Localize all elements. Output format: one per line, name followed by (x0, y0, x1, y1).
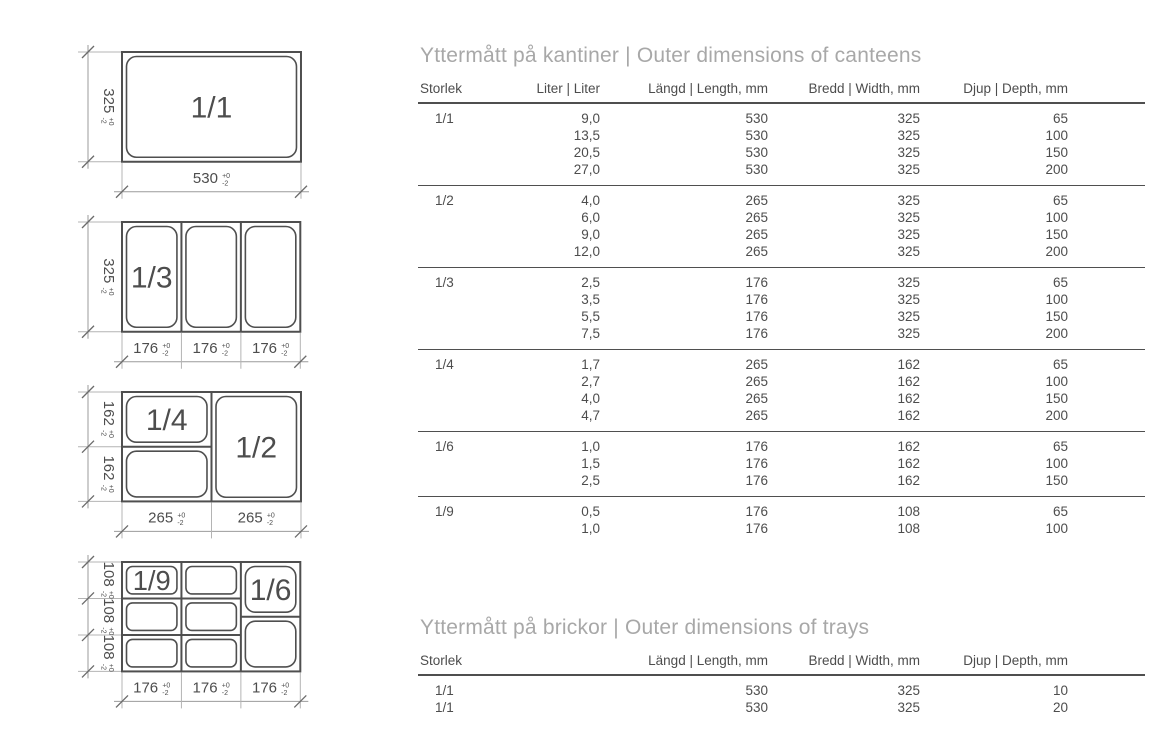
row-spacer (1068, 350, 1145, 374)
size-group-1-9 (418, 497, 1145, 545)
cell-width: 325 (897, 193, 920, 208)
compartment (127, 451, 207, 497)
table-row (418, 472, 1145, 497)
table-row (418, 325, 1145, 350)
cell-width: 162 (897, 408, 920, 423)
row-spacer (1068, 144, 1145, 161)
cell-width: 325 (897, 700, 920, 715)
cell-size (418, 209, 510, 226)
cell-liter: 3,5 (581, 292, 600, 307)
row-spacer (1068, 103, 1145, 127)
dimension-label: 176 $^{+0}$ -2 (133, 679, 171, 697)
dimension-label: 265 $^{+0}$ -2 (148, 509, 186, 527)
cell-width: 325 (897, 111, 920, 126)
header-spacer (1068, 653, 1145, 675)
row-spacer (1068, 243, 1145, 268)
cell-depth: 100 (1045, 521, 1068, 536)
dimension-label: 108 $^{+0}$-2 (99, 561, 117, 599)
cell-length: 530 (745, 145, 768, 160)
cell-depth: 65 (1052, 275, 1068, 290)
table-row (418, 699, 1145, 723)
compartment (186, 639, 236, 666)
row-spacer (1068, 325, 1145, 350)
cell-liter: 12,0 (573, 244, 600, 259)
diagram-gn-1-9-1-6 (56, 550, 315, 725)
cell-size (418, 472, 510, 497)
cell-width: 162 (897, 439, 920, 454)
cell-depth: 200 (1045, 326, 1068, 341)
cell-length: 176 (745, 326, 768, 341)
cell-width: 325 (897, 275, 920, 290)
compartment (186, 567, 236, 594)
cell-length: 176 (745, 275, 768, 290)
compartment-label-1-1: 1/1 (190, 91, 233, 125)
cell-size (418, 455, 510, 472)
cell-liter: 5,5 (581, 309, 600, 324)
size-group-1-3 (418, 268, 1145, 350)
compartment (127, 639, 177, 666)
layout-1-3 (56, 210, 315, 380)
cell-depth: 150 (1045, 309, 1068, 324)
size-group-1-1 (418, 103, 1145, 186)
cell-liter: 1,5 (581, 456, 600, 471)
row-spacer (1068, 432, 1145, 456)
row-spacer (1068, 472, 1145, 497)
row-spacer (1068, 407, 1145, 432)
trays-table (418, 653, 1145, 723)
dimension-label: 176 $^{+0}$ -2 (192, 339, 230, 358)
dimension-label: 325 $^{+0}$-2 (99, 88, 117, 126)
layout-1-1 (56, 40, 315, 210)
row-spacer (1068, 308, 1145, 325)
cell-depth: 100 (1045, 292, 1068, 307)
cell-width: 325 (897, 162, 920, 177)
cell-size (418, 520, 510, 544)
cell-depth: 20 (1052, 700, 1068, 715)
cell-liter: 1,0 (581, 521, 600, 536)
cell-width: 162 (897, 374, 920, 389)
row-spacer (1068, 455, 1145, 472)
compartment (127, 603, 177, 630)
cell-length: 530 (745, 111, 768, 126)
cell-liter: 13,5 (573, 128, 600, 143)
dimension-label: 176 $^{+0}$ -2 (133, 339, 171, 358)
row-spacer (1068, 291, 1145, 308)
cell-size (418, 161, 510, 186)
cell-width: 108 (897, 504, 920, 519)
cell-depth: 100 (1045, 210, 1068, 225)
cell-width: 162 (897, 391, 920, 406)
cell-length: 265 (745, 244, 768, 259)
compartment-label-1-4: 1/4 (145, 403, 188, 437)
cell-length: 176 (745, 521, 768, 536)
cell-depth: 200 (1045, 162, 1068, 177)
table-row (418, 127, 1145, 144)
cell-depth: 10 (1052, 683, 1068, 698)
cell-width: 325 (897, 227, 920, 242)
cell-size: 1/1 (435, 700, 454, 715)
table-row (418, 373, 1145, 390)
canteens-table (418, 81, 1145, 544)
row-spacer (1068, 520, 1145, 544)
row-spacer (1068, 186, 1145, 210)
cell-liter: 2,5 (581, 473, 600, 488)
row-spacer (1068, 226, 1145, 243)
dimension-label: 176 $^{+0}$ -2 (251, 679, 290, 697)
trays-section (418, 616, 1145, 723)
cell-length: 265 (745, 210, 768, 225)
cell-length: 176 (745, 292, 768, 307)
row-spacer (1068, 209, 1145, 226)
column-header: Djup | Depth, mm (920, 81, 1068, 103)
header-row (418, 81, 1145, 103)
table-row (418, 390, 1145, 407)
dimension-label: 176 $^{+0}$ -2 (251, 339, 290, 358)
cell-width: 325 (897, 683, 920, 698)
cell-depth: 150 (1045, 473, 1068, 488)
row-spacer (1068, 675, 1145, 699)
compartment (186, 603, 236, 630)
cell-length: 176 (745, 504, 768, 519)
cell-length: 176 (745, 309, 768, 324)
dimension-label: 162 $^{+0}$-2 (99, 400, 117, 438)
diagram-gn-1-1 (56, 40, 315, 215)
cell-width: 325 (897, 128, 920, 143)
table-row (418, 432, 1145, 456)
cell-liter: 27,0 (573, 162, 600, 177)
cell-length: 530 (745, 683, 768, 698)
cell-liter: 0,5 (581, 504, 600, 519)
dimension-label: 108 $^{+0}$-2 (99, 598, 117, 636)
compartment (186, 227, 236, 328)
cell-length: 265 (745, 408, 768, 423)
column-header: Bredd | Width, mm (768, 81, 920, 103)
cell-size (418, 291, 510, 308)
cell-length: 265 (745, 357, 768, 372)
cell-size: 1/2 (435, 193, 454, 208)
layout-1-9-1-6 (56, 550, 315, 720)
column-header: Bredd | Width, mm (768, 653, 920, 675)
cell-size (418, 325, 510, 350)
cell-size: 1/4 (435, 357, 454, 372)
cell-length: 265 (745, 391, 768, 406)
table-row (418, 455, 1145, 472)
cell-depth: 65 (1052, 439, 1068, 454)
header-spacer (1068, 81, 1145, 103)
table-row (418, 407, 1145, 432)
table-row (418, 497, 1145, 521)
table-row (418, 308, 1145, 325)
row-spacer (1068, 373, 1145, 390)
cell-length: 530 (745, 128, 768, 143)
cell-size (418, 127, 510, 144)
cell-size (418, 243, 510, 268)
cell-liter: 4,7 (581, 408, 600, 423)
dimension-label: 265 $^{+0}$ -2 (237, 509, 275, 527)
cell-depth: 100 (1045, 128, 1068, 143)
diagram-gn-1-4-1-2 (56, 380, 315, 555)
column-header: Storlek (418, 81, 510, 103)
cell-length: 176 (745, 439, 768, 454)
compartment-label-1-9: 1/9 (132, 564, 171, 596)
cell-depth: 100 (1045, 374, 1068, 389)
cell-length: 265 (745, 227, 768, 242)
compartment (245, 227, 295, 328)
table-row (418, 675, 1145, 699)
cell-width: 108 (897, 521, 920, 536)
cell-liter: 2,7 (581, 374, 600, 389)
cell-length: 265 (745, 193, 768, 208)
size-group-1-6 (418, 432, 1145, 497)
cell-liter: 9,0 (581, 111, 600, 126)
table-row (418, 268, 1145, 292)
dimension-label: 162 $^{+0}$-2 (99, 455, 117, 493)
cell-liter: 9,0 (581, 227, 600, 242)
table-row (418, 350, 1145, 374)
cell-liter: 2,5 (581, 275, 600, 290)
cell-size: 1/1 (435, 111, 454, 126)
cell-depth: 65 (1052, 193, 1068, 208)
cell-liter: 20,5 (573, 145, 600, 160)
header-row (418, 653, 1145, 675)
table-row (418, 520, 1145, 544)
cell-depth: 65 (1052, 504, 1068, 519)
row-spacer (1068, 390, 1145, 407)
cell-depth: 65 (1052, 357, 1068, 372)
compartment-label-1-6: 1/6 (249, 573, 292, 607)
dimension-label: 108 $^{+0}$-2 (99, 634, 117, 672)
cell-depth: 200 (1045, 244, 1068, 259)
cell-depth: 200 (1045, 408, 1068, 423)
cell-depth: 65 (1052, 111, 1068, 126)
trays-title: Yttermått på brickor | Outer dimensions of trays (420, 616, 870, 639)
cell-width: 162 (897, 456, 920, 471)
cell-size: 1/1 (435, 683, 454, 698)
row-spacer (1068, 161, 1145, 186)
cell-width: 325 (897, 292, 920, 307)
cell-liter: 7,5 (581, 326, 600, 341)
cell-length: 176 (745, 473, 768, 488)
trays-rows (418, 675, 1145, 723)
column-header: Längd | Length, mm (600, 653, 768, 675)
cell-liter: 6,0 (581, 210, 600, 225)
cell-width: 325 (897, 145, 920, 160)
dimension-label: 530 $^{+0}$ -2 (192, 169, 231, 188)
cell-size (418, 308, 510, 325)
cell-size (418, 407, 510, 432)
cell-length: 530 (745, 700, 768, 715)
size-group-1-4 (418, 350, 1145, 432)
cell-size: 1/9 (435, 504, 454, 519)
cell-width: 325 (897, 309, 920, 324)
cell-size (418, 373, 510, 390)
canteens-section (418, 44, 1145, 544)
cell-length: 265 (745, 374, 768, 389)
row-spacer (1068, 268, 1145, 292)
size-group-1-2 (418, 186, 1145, 268)
compartment-label-1-3: 1/3 (130, 261, 173, 295)
canteens-table-header (418, 81, 1145, 103)
table-row (418, 103, 1145, 127)
cell-liter: 4,0 (581, 193, 600, 208)
table-row (418, 161, 1145, 186)
table-row (418, 209, 1145, 226)
row-spacer (1068, 699, 1145, 723)
table-row (418, 186, 1145, 210)
cell-size (418, 390, 510, 407)
cell-size (418, 226, 510, 243)
compartment-label-1-2: 1/2 (235, 431, 278, 465)
cell-width: 162 (897, 473, 920, 488)
dimension-label: 325 $^{+0}$-2 (99, 258, 117, 296)
cell-depth: 150 (1045, 145, 1068, 160)
cell-size (418, 144, 510, 161)
cell-depth: 100 (1045, 456, 1068, 471)
column-header: Längd | Length, mm (600, 81, 768, 103)
cell-size: 1/3 (435, 275, 454, 290)
trays-table-header (418, 653, 1145, 675)
cell-width: 325 (897, 244, 920, 259)
row-spacer (1068, 497, 1145, 521)
cell-length: 530 (745, 162, 768, 177)
row-spacer (1068, 127, 1145, 144)
table-row (418, 144, 1145, 161)
column-header: Djup | Depth, mm (920, 653, 1068, 675)
cell-length: 176 (745, 456, 768, 471)
table-row (418, 243, 1145, 268)
cell-depth: 150 (1045, 227, 1068, 242)
column-header: Storlek (418, 653, 600, 675)
table-row (418, 291, 1145, 308)
cell-width: 325 (897, 210, 920, 225)
cell-liter: 1,0 (581, 439, 600, 454)
canteens-title: Yttermått på kantiner | Outer dimensions of canteens (420, 44, 922, 67)
cell-width: 162 (897, 357, 920, 372)
cell-width: 325 (897, 326, 920, 341)
cell-liter: 4,0 (581, 391, 600, 406)
compartment (245, 621, 295, 667)
column-header: Liter | Liter (510, 81, 600, 103)
cell-size: 1/6 (435, 439, 454, 454)
cell-depth: 150 (1045, 391, 1068, 406)
layout-1-4-1-2 (56, 380, 315, 550)
dimension-label: 176 $^{+0}$ -2 (192, 679, 230, 697)
cell-liter: 1,7 (581, 357, 600, 372)
table-row (418, 226, 1145, 243)
diagram-gn-1-3 (56, 210, 315, 385)
